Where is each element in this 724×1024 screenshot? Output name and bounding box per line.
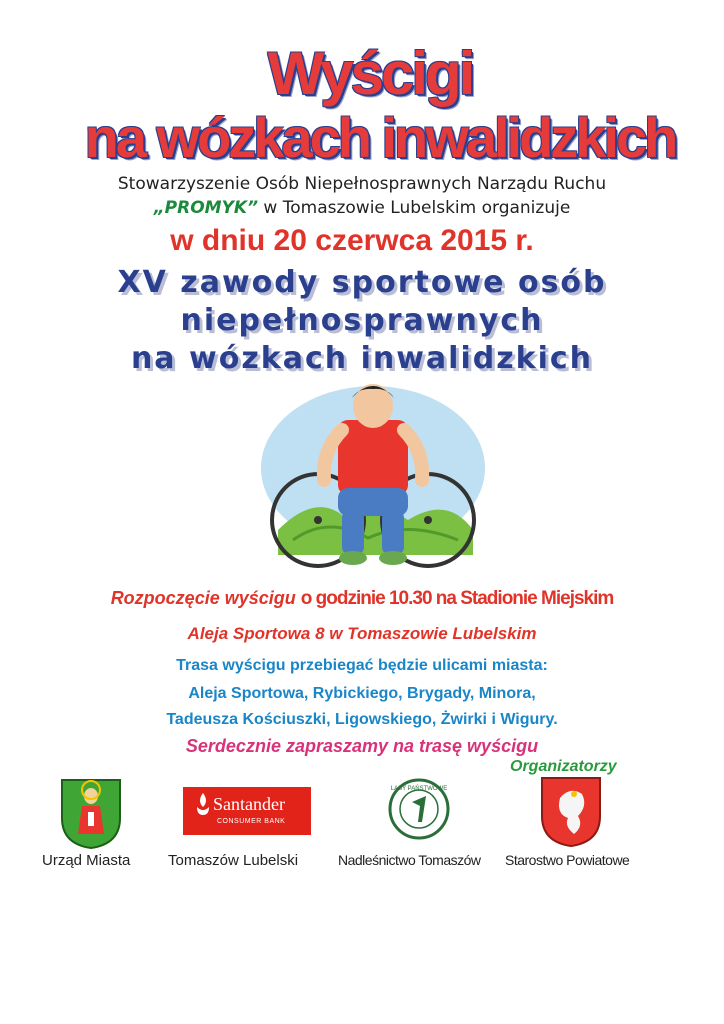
race-address: Aleja Sportowa 8 w Tomaszowie Lubelskim	[187, 624, 537, 643]
santander-sub: CONSUMER BANK	[217, 818, 286, 825]
label-urzad-miasta: Urząd Miasta	[42, 852, 131, 869]
title-line-2: na wózkach inwalidzkich	[84, 106, 676, 169]
town-coat-of-arms-icon	[60, 778, 122, 850]
route-line-2: Aleja Sportowa, Rybickiego, Brygady, Minora,	[188, 685, 536, 702]
santander-name: Santander	[213, 794, 285, 814]
label-starostwo: Starostwo Powiatowe	[505, 852, 630, 868]
title-line-1: Wyścigi	[267, 40, 473, 107]
event-title-line-1: XV zawody sportowe osób	[117, 265, 607, 300]
event-date: w dniu 20 czerwca 2015 r.	[170, 224, 534, 257]
county-griffin-coat-of-arms-icon	[540, 776, 602, 848]
event-title-line-2: niepełnosprawnych	[180, 303, 544, 338]
organizers-label: Organizatorzy	[510, 758, 617, 775]
route-line-3: Tadeusza Kościuszki, Ligowskiego, Żwirki i Wigury.	[166, 711, 558, 728]
organizer-line-1: Stowarzyszenie Osób Niepełnosprawnych Narządu Ruchu	[117, 174, 607, 194]
invitation: Serdecznie zapraszamy na trasę wyścigu	[185, 736, 539, 756]
promyk-name: „PROMYK”	[153, 198, 259, 218]
organizer-line-2-rest: w Tomaszowie Lubelskim organizuje	[258, 198, 571, 218]
race-start	[0, 588, 724, 610]
santander-flame-icon	[195, 793, 211, 815]
route-line-1: Trasa wyścigu przebiegać będzie ulicami miasta:	[176, 657, 548, 674]
organizer-line-2	[0, 198, 724, 218]
wheelchair-athlete-illustration	[258, 380, 488, 575]
label-tomaszow: Tomaszów Lubelski	[168, 852, 299, 869]
event-title-line-3: na wózkach inwalidzkich	[130, 341, 594, 376]
santander-logo	[183, 787, 311, 835]
forest-service-emblem-icon	[388, 778, 450, 840]
race-start-prefix: Rozpoczęcie wyścigu	[110, 588, 301, 608]
race-start-time-place: o godzinie 10.30 na Stadionie Miejskim	[300, 588, 614, 609]
label-nadlesnictwo: Nadleśnictwo Tomaszów	[338, 852, 481, 868]
lasy-text: LASY PAŃSTWOWE	[390, 786, 448, 792]
